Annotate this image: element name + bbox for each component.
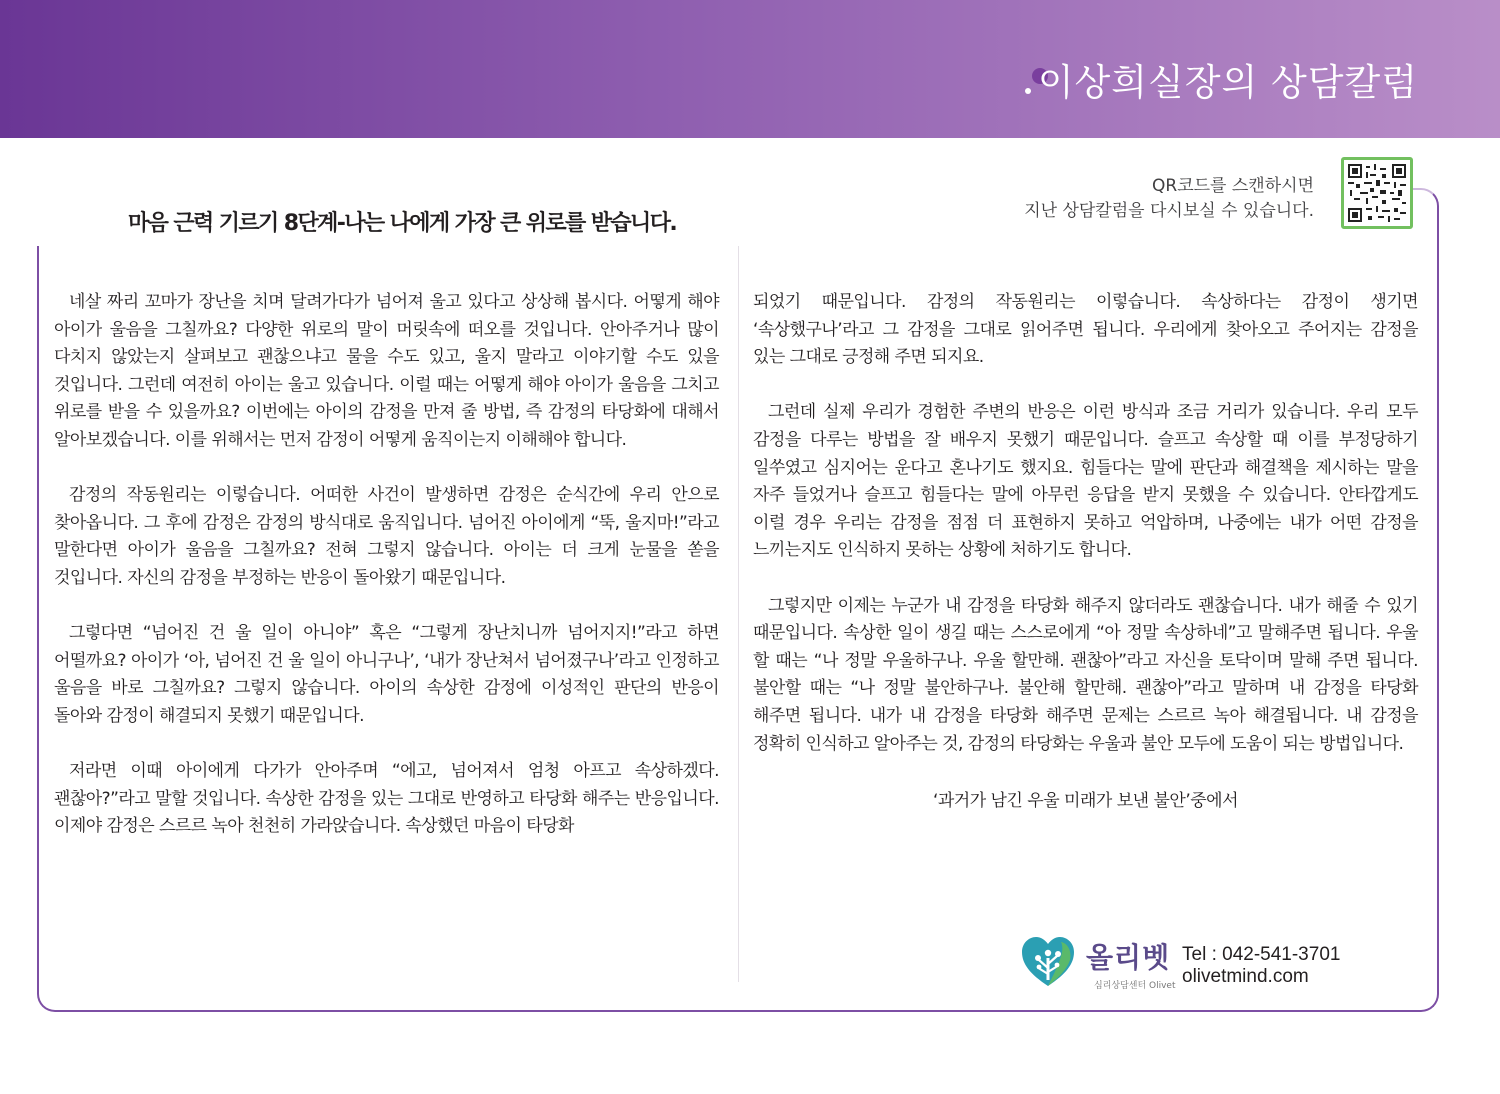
frame-corner — [1413, 188, 1439, 248]
column-series-title: 이상희실장의 상담칼럼 — [1037, 61, 1418, 104]
website-link[interactable]: olivetmind.com — [1182, 966, 1309, 987]
paragraph: 그런데 실제 우리가 경험한 주변의 반응은 이런 방식과 조금 거리가 있습니다. 우리 모두 감정을 다루는 방법을 잘 배우지 못했기 때문입니다. 슬프고 속상할 때 이를 부정당하기 일쑤였고 심지어는 운다고 혼나기도 했지요. 힘들다는 말에 판단과 해결책을 제시하는 말을 자주 들었거나 슬프고 힘들다는 말에 아무런 응답을 받지 못했을 수 있습니다. 안타깝게도 이럴 경우 우리는 감정을 점점 더 표현하지 못하고 억압하며, 나중에는 내가 어떤 감정을 느끼는지도 인식하지 못하는 상황에 처하기도 합니다. — [753, 402, 1418, 561]
paragraph: 감정의 작동원리는 이렇습니다. 어떠한 사건이 발생하면 감정은 순식간에 우리 안으로 찾아옵니다. 그 후에 감정은 감정의 방식대로 움직입니다. 넘어진 아이에게 “뚝, 울지마!”라고 말한다면 아이가 울음을 그칠까요? 전혀 그렇지 않습니다. 아이는 더 크게 눈물을 쏟을 것입니다. 자신의 감정을 부정하는 반응이 돌아왔기 때문입니다. — [54, 485, 719, 588]
paragraph: 네살 짜리 꼬마가 장난을 치며 달려가다가 넘어져 울고 있다고 상상해 봅시다. 어떻게 해야 아이가 울음을 그칠까요? 다양한 위로의 말이 머릿속에 떠오를 것입니다. 안아주거나 많이 다치지 않았는지 살펴보고 괜찮으냐고 물을 수도 있고, 울지 말라고 이야기할 수도 있을 것입니다. 그런데 여전히 아이는 울고 있습니다. 이럴 때는 어떻게 해야 아이가 울음을 그치고 위로를 받을 수 있을까요? 이번에는 아이의 감정을 만져 줄 방법, 즉 감정의 타당화에 대해서 알아보겠습니다. 이를 위해서는 먼저 감정이 어떻게 움직이는지 이해해야 합니다. — [54, 292, 719, 450]
logo-subtitle: 심리상담센터 Olivet — [1094, 981, 1176, 991]
qr-code-icon — [1348, 164, 1406, 222]
column-divider — [738, 246, 739, 982]
paragraph: 그렇다면 “넘어진 건 울 일이 아니야” 혹은 “그렇게 장난치니까 넘어지지!”라고 하면 어떨까요? 아이가 ‘아, 넘어진 건 울 일이 아니구나’, ‘내가 장난쳐서 넘어졌구나’라고 인정하고 울음을 바로 그칠까요? 그렇지 않습니다. 아이의 속상한 감정에 이성적인 판단의 반응이 돌아와 감정이 해결되지 못했기 때문입니다. — [54, 623, 719, 726]
paragraph: 저라면 이때 아이에게 다가가 안아주며 “에고, 넘어져서 엄청 아프고 속상하겠다. 괜찮아?”라고 말할 것입니다. 속상한 감정을 있는 그대로 반영하고 타당화 해주는 반응입니다. 이제야 감정은 스르르 녹아 천천히 가라앉습니다. 속상했던 마음이 타당화 — [54, 761, 719, 837]
source-citation: ‘과거가 남긴 우울 미래가 보낸 불안’중에서 — [932, 791, 1238, 812]
paragraph: 그렇지만 이제는 누군가 내 감정을 타당화 해주지 않더라도 괜찮습니다. 내가 해줄 수 있기 때문입니다. 속상한 일이 생길 때는 스스로에게 “아 정말 속상하네”고 말해주면 됩니다. 우울 할 때는 “나 정말 우울하구나. 우울 할만해. 괜찮아”라고 자신을 토닥이며 말해 주면 됩니다. 불안할 때는 “나 정말 불안하구나. 불안해 할만해. 괜찮아”라고 말하며 내 감정을 타당화 해주면 됩니다. 내가 내 감정을 타당화 해주면 문제는 스르르 녹아 해결됩니다. 내 감정을 정확히 인식하고 알아주는 것, 감정의 타당화는 우울과 불안 모두에 도움이 되는 방법입니다. — [753, 595, 1418, 754]
article-headline: 마음 근력 기르기 8단계-나는 나에게 가장 큰 위로를 받습니다. — [128, 211, 677, 236]
qr-instruction-line2: 지난 상담칼럼을 다시보실 수 있습니다. — [1024, 201, 1314, 221]
article-column-right — [753, 289, 1418, 843]
article-column-left — [54, 289, 719, 868]
header-banner — [0, 0, 1500, 138]
contact-info — [1182, 944, 1340, 988]
qr-instruction-line1: QR코드를 스캔하시면 — [1152, 176, 1314, 196]
qr-instruction — [914, 174, 1314, 224]
paragraph: 되었기 때문입니다. 감정의 작동원리는 이렇습니다. 속상하다는 감정이 생기면 ‘속상했구나’라고 그 감정을 그대로 읽어주면 됩니다. 우리에게 찾아오고 주어지는 감정을 있는 그대로 긍정해 주면 되지요. — [753, 292, 1418, 368]
heart-tree-logo-icon — [1020, 934, 1076, 990]
qr-code[interactable] — [1341, 157, 1413, 229]
phone-number: Tel : 042-541-3701 — [1182, 944, 1341, 965]
logo-wordmark: 올리벳 — [1086, 941, 1171, 974]
